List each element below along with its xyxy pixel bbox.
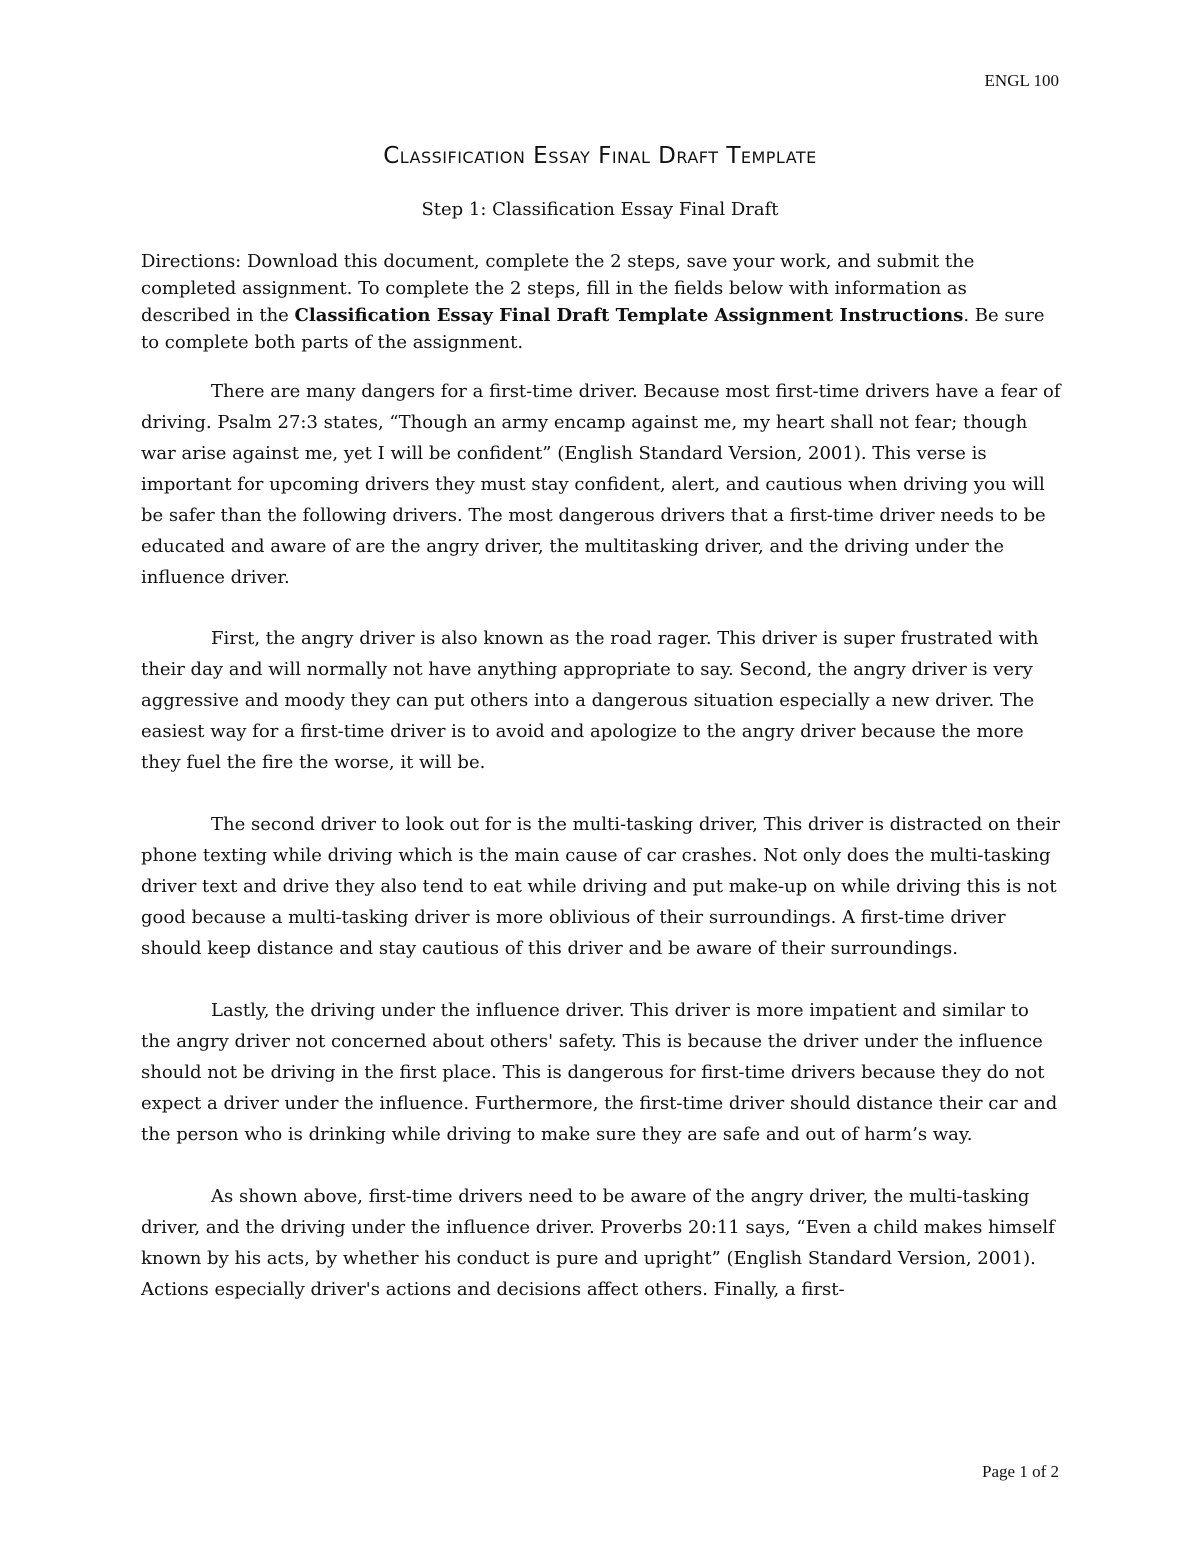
essay-paragraph-conclusion: As shown above, first-time drivers need to be aware of the angry driver, the multi-tasking driver, and the driving under the influence driver. Proverbs 20:11 says, “Even a child makes himself known by his acts, by whether his conduct is pure and upright” (English Standard Version, 2001). Actions especially driver's actions and decisions affect others. Finally, a first- xyxy=(141,1186,1055,1300)
directions-bold-instructions: Classification Essay Final Draft Template Assignment Instructions xyxy=(294,305,964,326)
directions-text-end: . Be sure to complete both parts of the assignment. xyxy=(141,305,1045,353)
essay-paragraph-intro: There are many dangers for a first-time driver. Because most first-time drivers have a fear of driving. Psalm 27:3 states, “Though an army encamp against me, my heart shall not fear; though war arise against me, yet I will be confident” (English Standard Version, 2001). This verse is important for upcoming drivers they must stay confident, alert, and cautious when driving you will be safer than the following drivers. The most dangerous drivers that a first-time driver needs to be educated and aware of are the angry driver, the multitasking driver, and the driving under the influence driver. xyxy=(141,381,1061,588)
page-number: Page 1 of 2 xyxy=(982,1462,1059,1481)
essay-body xyxy=(141,376,1061,1336)
essay-paragraph-dui-driver: Lastly, the driving under the influence driver. This driver is more impatient and similar to the angry driver not concerned about others' safety. This is because the driver under the influence should not be driving in the first place. This is dangerous for first-time drivers because they do not expect a driver under the influence. Furthermore, the first-time driver should distance their car and the person who is drinking while driving to make sure they are safe and out of harm’s way. xyxy=(141,1000,1058,1145)
directions-paragraph xyxy=(141,248,1061,356)
essay-paragraph-multitasking-driver: The second driver to look out for is the multi-tasking driver, This driver is distracted on their phone texting while driving which is the main cause of car crashes. Not only does the multi-tasking driver text and drive they also tend to eat while driving and put make-up on while driving this is not good because a multi-tasking driver is more oblivious of their surroundings. A first-time driver should keep distance and stay cautious of this driver and be aware of their surroundings. xyxy=(141,814,1060,959)
step-heading: Step 1: Classification Essay Final Draft xyxy=(421,199,779,220)
essay-paragraph-angry-driver: First, the angry driver is also known as the road rager. This driver is super frustrated with their day and will normally not have anything appropriate to say. Second, the angry driver is very aggressive and moody they can put others into a dangerous situation especially a new driver. The easiest way for a first-time driver is to avoid and apologize to the angry driver because the more they fuel the fire the worse, it will be. xyxy=(141,628,1039,773)
directions-text-start: Directions: Download this document, complete the 2 steps, save your work, and submit the completed assignment. To complete the 2 steps, fill in the fields below with information as described in the xyxy=(141,251,975,326)
course-header: ENGL 100 xyxy=(984,71,1059,90)
document-title: Classification Essay Final Draft Template xyxy=(383,143,817,169)
